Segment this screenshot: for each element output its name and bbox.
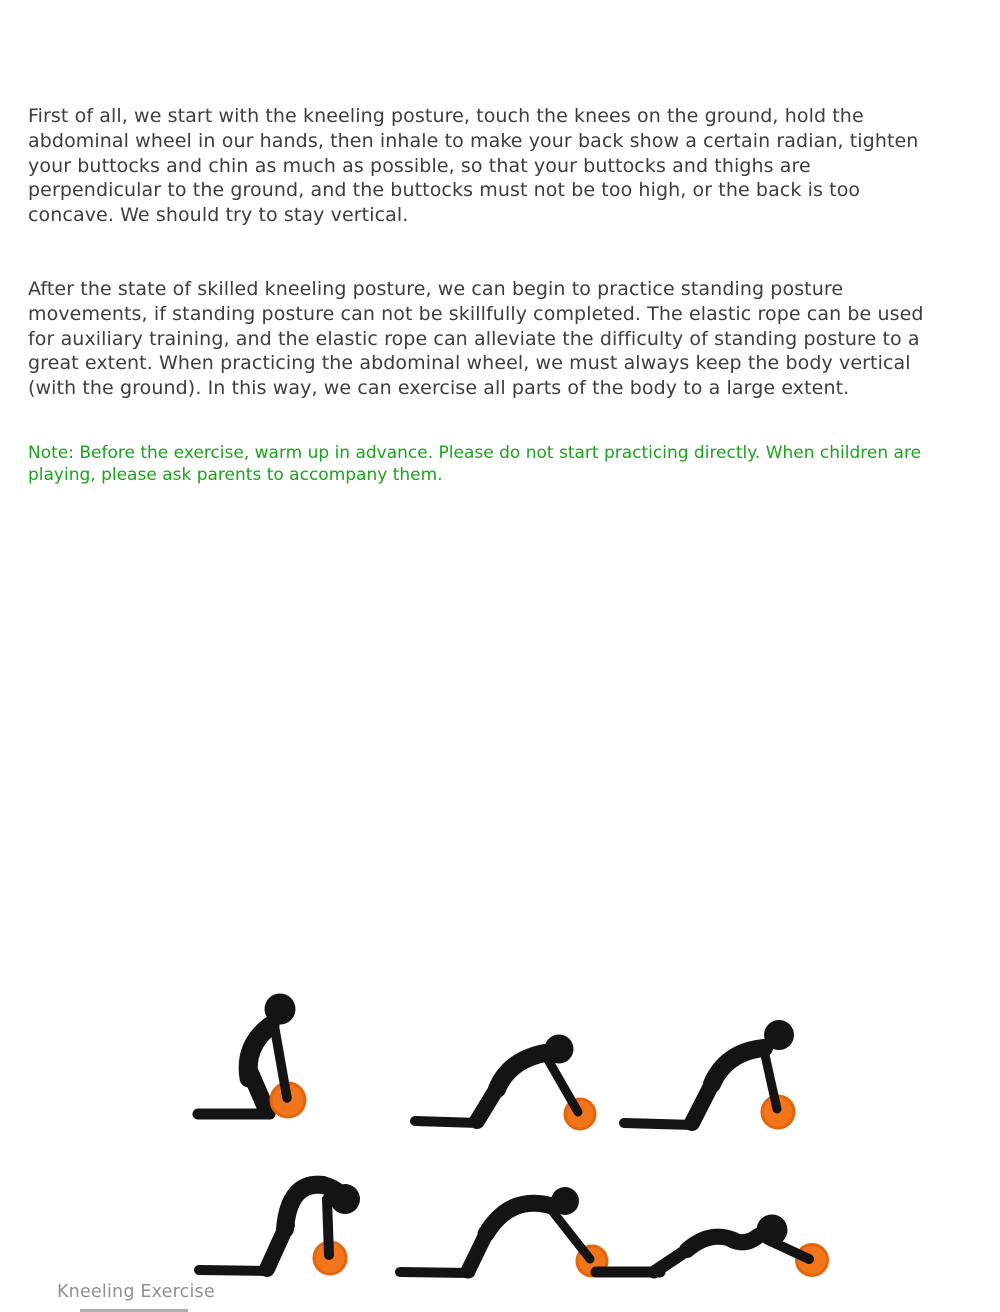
illustration-caption: Kneeling Exercise xyxy=(57,1282,215,1302)
paragraph-standing-posture: After the state of skilled kneeling posture, we can begin to practice standing posture movements, if standing posture can not be skillfully completed. The elastic rope can be used for auxiliary training, and the elastic rope can alleviate the difficulty of standing posture to a great extent. When practicing the abdominal wheel, we must always keep the body vertical (with the ground). In this way, we can exercise all parts of the body to a large extent. xyxy=(28,278,924,400)
paragraph-kneeling-posture: First of all, we start with the kneeling posture, touch the knees on the ground, hold the abdominal wheel in our hands, then inhale to make your back show a certain radian, tighten your buttocks and chin as much as possible, so that your buttocks and thighs are perpendicular to the ground, and the buttocks must not be too high, or the back is too concave. We should try to stay vertical. xyxy=(28,105,919,227)
kneel-lean-forward-icon xyxy=(405,1022,605,1132)
safety-note-text: Note: Before the exercise, warm up in advance. Please do not start practicing directly. When children are playing, please ask parents to accompany them. xyxy=(28,443,922,485)
kneel-arched-back-wheel-below-icon xyxy=(185,1155,400,1280)
kneel-upright-wheel-at-knees-icon xyxy=(182,990,382,1125)
full-extension-body-flat-icon xyxy=(588,1186,858,1281)
kneel-roll-forward-icon xyxy=(612,1008,837,1133)
exercise-sequence-illustration xyxy=(0,490,1000,1302)
